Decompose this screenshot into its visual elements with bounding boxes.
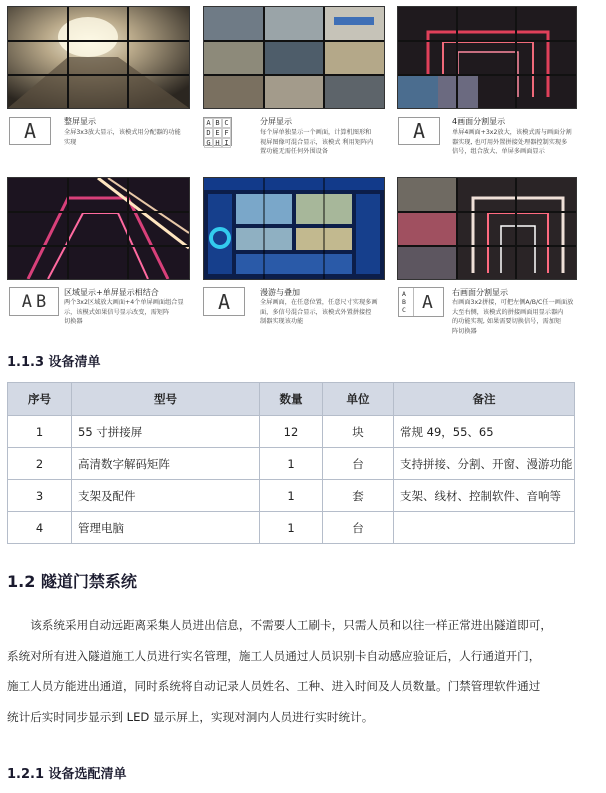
photo-roaming-overlay [203, 177, 385, 280]
table-cell: 2 [8, 448, 72, 480]
layout-letter: A [422, 291, 433, 313]
card-title: 右画面分割显示 [452, 288, 508, 297]
card-title: 整屏显示 [64, 117, 96, 126]
layout-icon-a [9, 117, 51, 145]
layout-icon-a [398, 117, 440, 145]
table-cell: 1 [260, 448, 323, 480]
card-description: 全屏画面，在任意位置，任意尺寸实现多画 面，多信号混合显示，该模式外置拼接控 制器实现该功能 [260, 299, 378, 325]
layout-letter: A [21, 291, 32, 312]
table-cell: 块 [323, 416, 394, 448]
layout-letter: B [36, 291, 47, 312]
photo-full-screen-display [7, 6, 190, 109]
layout-icon-a [203, 287, 245, 316]
card-title: 4画面分割显示 [452, 117, 506, 126]
card-title: 分屏显示 [260, 117, 292, 126]
card-description: 右画面3x2拼接，可把左侧A/B/C任一画面放 大至右侧，该模式的拼接画面用显示器内 的功能实现, 如果需要切换信号，需加矩 阵切换器 [452, 299, 574, 335]
table-cell: 套 [323, 480, 394, 512]
table-header-row [8, 383, 575, 416]
layout-icon-grid-9: A B C D E F G H I [203, 117, 232, 146]
paragraph-line: 该系统采用自动远距离采集人员进出信息，不需要人工刷卡，只需人员和以往一样正常进出隧道即可， [7, 618, 552, 632]
column-header: 数量 [260, 383, 323, 416]
table-cell: 3 [8, 480, 72, 512]
section-heading-equipment-list: 1.1.3 设备清单 [7, 355, 101, 370]
table-cell: 支持拼接、分割、开窗、漫游功能 [394, 448, 575, 480]
card-description: 全屏3x3放大显示，该模式用分配器的功能 实现 [64, 129, 181, 146]
photo-region-single-display [7, 177, 190, 280]
column-header: 单位 [323, 383, 394, 416]
paragraph-line: 统计后实时同步显示到 LED 显示屏上，实现对洞内人员进行实时统计。 [7, 709, 374, 724]
paragraph-line: 系统对所有进入隧道施工人员进行实名管理，施工人员通过人员识别卡自动感应验证后，人行通道开门， [7, 648, 541, 663]
table-cell: 12 [260, 416, 323, 448]
table-row [8, 512, 575, 544]
table-cell: 55 寸拼接屏 [72, 416, 260, 448]
layout-letter: A [23, 119, 37, 143]
equipment-table [7, 382, 575, 544]
photo-split-screen-display [203, 6, 385, 109]
table-cell: 台 [323, 448, 394, 480]
table-cell [394, 512, 575, 544]
table-cell: 4 [8, 512, 72, 544]
layout-icon-abc-a: A B C A [398, 287, 444, 317]
column-header: 备注 [394, 383, 575, 416]
card-description: 每个屏单独显示一个画面，计算机图形和 视屏图像可混合显示，该模式 利用矩阵内 置功能无需任何外围设备 [260, 129, 374, 155]
table-cell: 支架、线材、控制软件、音响等 [394, 480, 575, 512]
section-heading-tunnel-access: 1.2 隧道门禁系统 [7, 572, 137, 591]
photo-right-split-display [397, 177, 577, 280]
body-paragraph [7, 610, 595, 732]
card-title: 漫游与叠加 [260, 288, 300, 297]
paragraph-line: 施工人员方能进出通道，同时系统将自动记录人员姓名、工种、进入时间及人员数量。门禁管理软件通过 [7, 679, 541, 693]
layout-icon-ab [9, 287, 59, 316]
layout-letter: A [412, 119, 426, 143]
table-cell: 管理电脑 [72, 512, 260, 544]
card-description: 两个3x2区域放大画面+4个单屏画面组合显 示，该模式如果信号显示改变，需矩阵 切换器 [64, 299, 184, 325]
table-cell: 台 [323, 512, 394, 544]
table-row [8, 480, 575, 512]
card-title: 区域显示+单屏显示相结合 [64, 288, 159, 297]
table-row [8, 448, 575, 480]
table-row [8, 416, 575, 448]
column-header: 序号 [8, 383, 72, 416]
photo-four-split-display [397, 6, 577, 109]
table-cell: 支架及配件 [72, 480, 260, 512]
card-description: 单屏4画面+3x2放大，该模式需与画面分割 器实现, 也可用外置拼接处理器控制实现多 信号，组合放大、单屏多画面显示 [452, 129, 572, 155]
column-header: 型号 [72, 383, 260, 416]
table-cell: 常规 49，55、65 [394, 416, 575, 448]
table-cell: 1 [260, 480, 323, 512]
table-cell: 高清数字解码矩阵 [72, 448, 260, 480]
table-cell: 1 [8, 416, 72, 448]
table-cell: 1 [260, 512, 323, 544]
section-heading-equipment-selection: 1.2.1 设备选配清单 [7, 767, 127, 782]
layout-letter: A [217, 289, 231, 314]
